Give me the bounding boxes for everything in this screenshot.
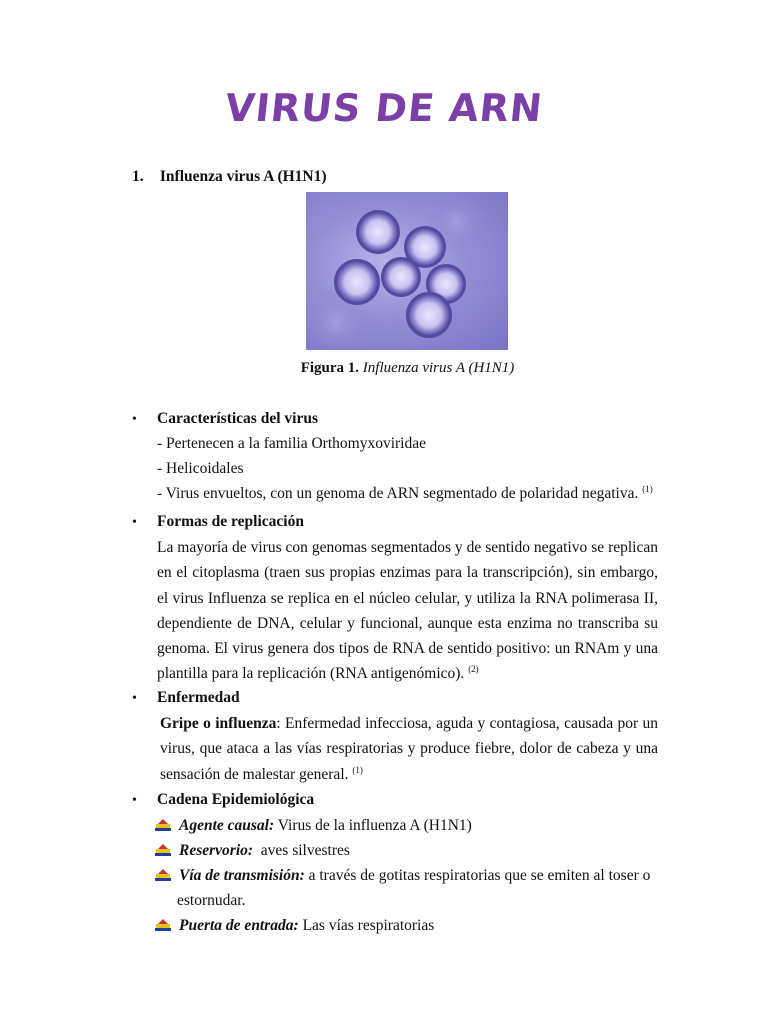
list-item bbox=[157, 485, 653, 503]
page-title: VIRUS DE ARN bbox=[222, 86, 546, 130]
arrow-bullet-icon bbox=[155, 919, 171, 933]
caption-label: Figura 1. bbox=[300, 360, 360, 376]
section-number: 1. bbox=[132, 168, 144, 185]
paragraph-text: sensación de malestar general. bbox=[160, 765, 349, 783]
list-item-text: - Virus envueltos, con un genoma de ARN segmentado de polaridad negativa. bbox=[157, 485, 639, 502]
paragraph-body bbox=[160, 711, 658, 762]
arrow-bullet-icon bbox=[155, 844, 171, 858]
paragraph-last-line bbox=[160, 762, 658, 787]
bullet-icon: • bbox=[132, 515, 137, 530]
bullet-icon: • bbox=[132, 691, 137, 706]
item-label: Puerta de entrada: bbox=[179, 917, 299, 934]
paragraph-replicacion bbox=[157, 535, 658, 687]
section-label: Influenza virus A (H1N1) bbox=[159, 168, 327, 185]
heading-cadena: Cadena Epidemiológica bbox=[157, 791, 315, 808]
caption-text: Influenza virus A (H1N1) bbox=[362, 360, 515, 376]
paragraph-last-line bbox=[157, 661, 658, 686]
heading-enfermedad: Enfermedad bbox=[157, 689, 240, 706]
heading-replicacion: Formas de replicación bbox=[157, 513, 304, 530]
item-label: Reservorio: bbox=[179, 842, 254, 859]
list-item: - Pertenecen a la familia Orthomyxoviridae bbox=[157, 435, 426, 452]
reference-mark: (1) bbox=[642, 484, 653, 494]
virus-micrograph-image bbox=[306, 192, 508, 350]
paragraph-text: La mayoría de virus con genomas segmentados y de sentido negativo se replican en el citoplasma (traen sus propias enzimas para la transcripción), sin embargo, el virus Influenza se replica en el núcleo celular, y utiliza la RNA polimerasa II, dependiente de DNA, celular y funcional, aunque esta enzima no transcriba su genoma. El virus genera dos tipos de RNA de sentido positivo: un RNAm y una bbox=[157, 539, 658, 658]
list-item bbox=[155, 842, 350, 860]
figure-caption bbox=[0, 360, 768, 377]
paragraph-enfermedad bbox=[160, 711, 658, 787]
paragraph-text: : Enfermedad infecciosa, aguda y contagiosa, causada por un virus, que ataca a las vías respiratorias y produce fiebre, dolor de cabeza y una bbox=[160, 715, 659, 758]
reference-mark: (2) bbox=[468, 664, 479, 675]
item-text: aves silvestres bbox=[253, 842, 350, 859]
section-heading-influenza bbox=[132, 168, 327, 186]
item-label: Vía de transmisión: bbox=[179, 867, 305, 884]
disease-term: Gripe o influenza bbox=[160, 715, 277, 732]
reference-mark: (1) bbox=[352, 764, 363, 775]
item-label: Agente causal: bbox=[179, 817, 275, 834]
arrow-bullet-icon bbox=[155, 819, 171, 833]
item-text: a través de gotitas respiratorias que se emiten al toser o bbox=[304, 867, 651, 884]
arrow-bullet-icon bbox=[155, 869, 171, 883]
paragraph-text: plantilla para la replicación (RNA antigenómico). bbox=[157, 665, 465, 683]
item-text: Las vías respiratorias bbox=[298, 917, 435, 934]
list-item bbox=[155, 917, 434, 935]
item-text: Virus de la influenza A (H1N1) bbox=[274, 817, 472, 834]
list-item bbox=[155, 817, 472, 835]
item-continuation: estornudar. bbox=[177, 892, 246, 909]
bullet-icon: • bbox=[132, 412, 137, 427]
heading-caracteristicas: Características del virus bbox=[157, 410, 318, 427]
list-item: - Helicoidales bbox=[157, 460, 244, 477]
list-item bbox=[155, 867, 650, 885]
bullet-icon: • bbox=[132, 793, 137, 808]
